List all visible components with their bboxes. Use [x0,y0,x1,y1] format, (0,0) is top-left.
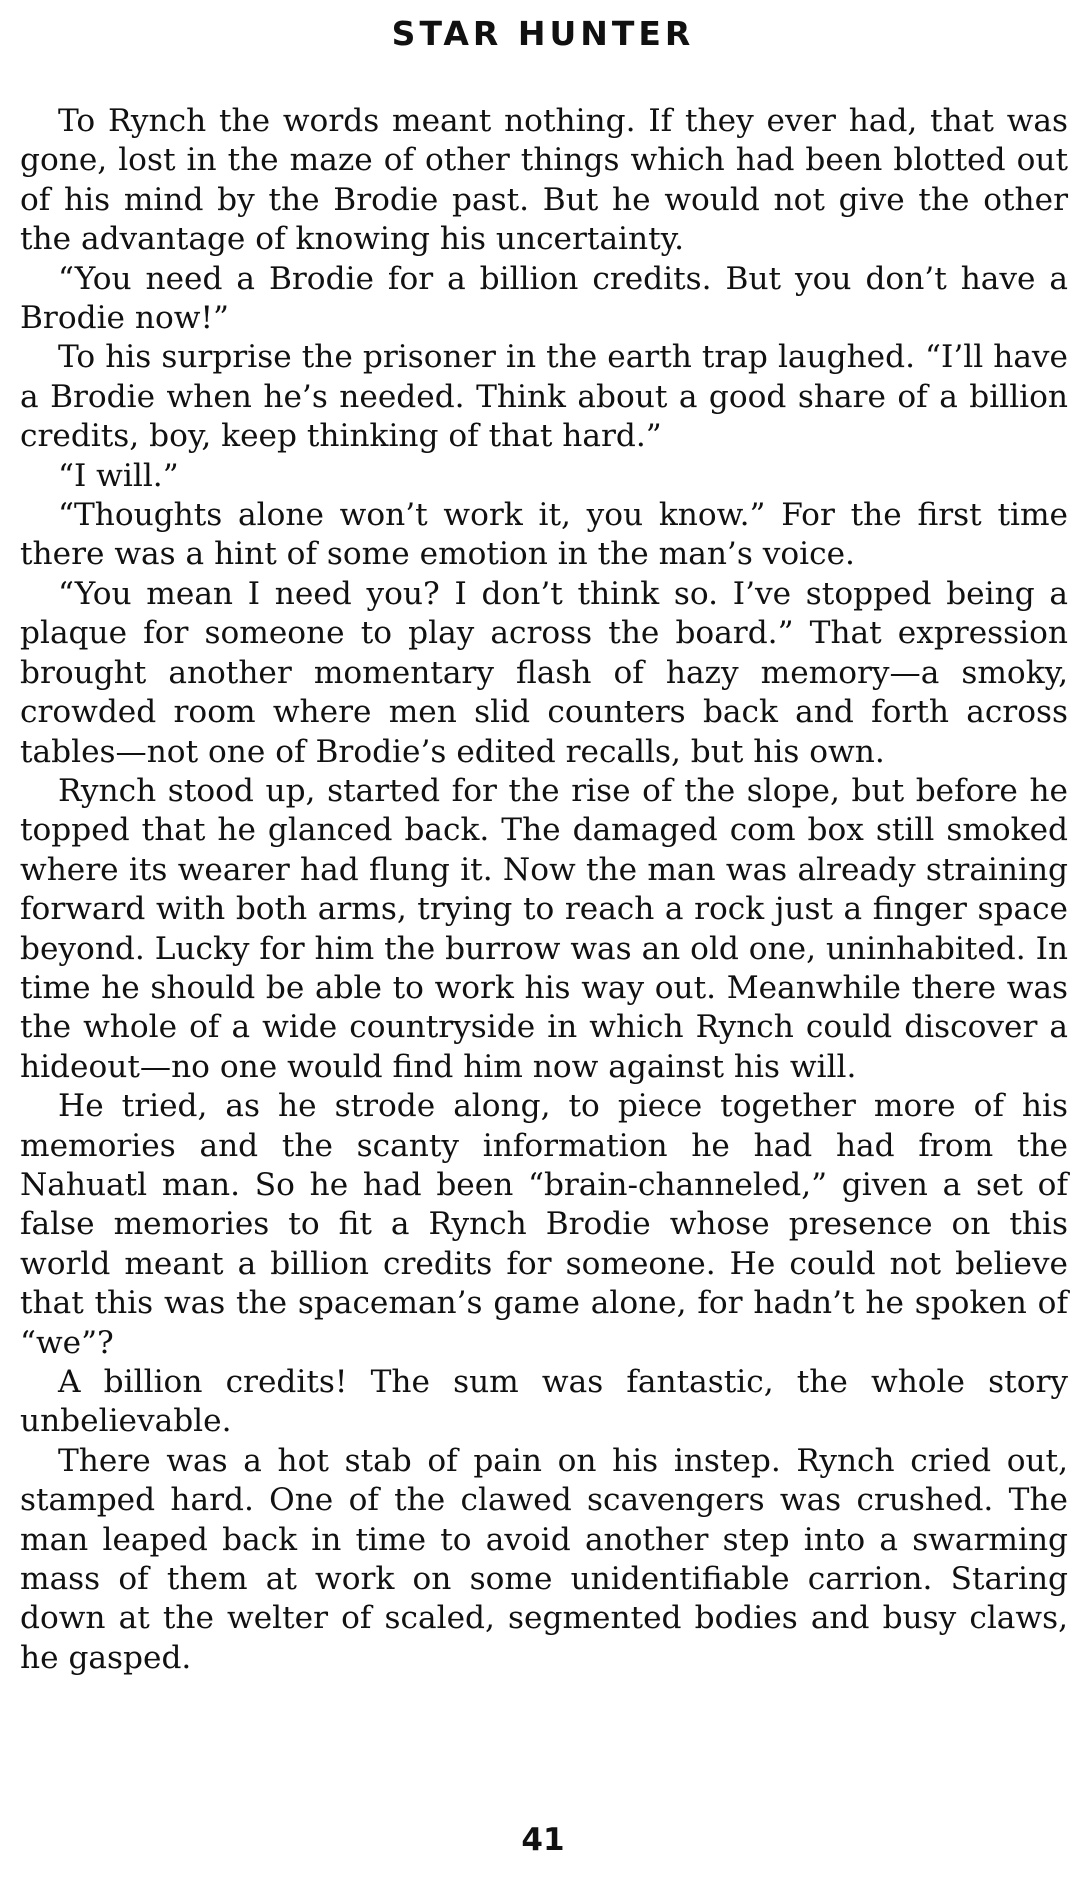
paragraph: “Thoughts alone won’t work it, you know.” For the first time there was a hint of some emotion in the man’s voice. [20,497,1068,573]
paragraph: Rynch stood up, started for the rise of the slope, but before he topped that he glanced back. The damaged com box still smoked where its wearer had flung it. Now the man was already straining forward with both arms, trying to reach a rock just a finger space beyond. Lucky for him the burrow was an old one, uninhabited. In time he should be able to work his way out. Meanwhile there was the whole of a wide countryside in which Rynch could discover a hideout—no one would find him now against his will. [20,772,1068,1085]
body-text [20,102,1068,1678]
paragraph: A billion credits! The sum was fantastic, the whole story unbelievable. [20,1364,1068,1440]
paragraph: “You mean I need you? I don’t think so. I’ve stopped being a plaque for someone to play across the board.” That expression brought another momentary flash of hazy memory—a smoky, crowded room where men slid counters back and forth across tables—not one of Brodie’s edited recalls, but his own. [20,575,1068,770]
paragraph: “You need a Brodie for a billion credits. But you don’t have a Brodie now!” [20,260,1068,337]
running-head-title: STAR HUNTER [391,14,695,53]
page-number: 41 [521,1822,565,1858]
paragraph: To Rynch the words meant nothing. If they ever had, that was gone, lost in the maze of other things which had been blotted out of his mind by the Brodie past. But he would not give the other the advantage of knowing his uncertainty. [20,103,1068,258]
paragraph: To his surprise the prisoner in the earth trap laughed. “I’ll have a Brodie when he’s needed. Think about a good share of a billion credits, boy, keep thinking of that hard.” [20,339,1068,455]
paragraph: He tried, as he strode along, to piece together more of his memories and the scanty information he had had from the Nahuatl man. So he had been “brain-channeled,” given a set of false memories to fit a Rynch Brodie whose presence on this world meant a billion credits for someone. He could not believe that this was the spaceman’s game alone, for hadn’t he spoken of “we”? [20,1088,1068,1361]
paragraph: “I will.” [58,457,179,494]
paragraph: There was a hot stab of pain on his instep. Rynch cried out, stamped hard. One of the clawed scavengers was crushed. The man leaped back in time to avoid another step into a swarming mass of them at work on some unidentifiable carrion. Staring down at the welter of scaled, segmented bodies and busy claws, he gasped. [20,1442,1068,1676]
